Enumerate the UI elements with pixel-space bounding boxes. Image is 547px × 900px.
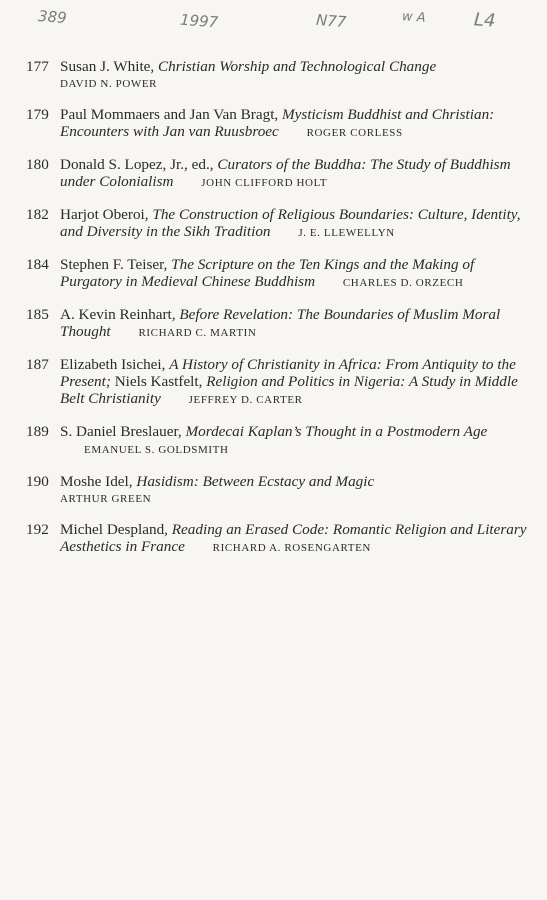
review-entry — [26, 58, 527, 92]
page-number: 177 — [26, 58, 49, 75]
reviewer-name: RICHARD A. ROSENGARTEN — [212, 542, 371, 554]
book-title: Christian Worship and Technological Change — [158, 58, 437, 75]
book-author: Donald S. Lopez, Jr., ed., — [60, 156, 214, 173]
handwritten-annotations — [0, 4, 547, 36]
handwritten-note: w A — [401, 9, 427, 26]
page-number: 190 — [26, 473, 49, 490]
review-entry — [26, 521, 527, 557]
page-number: 180 — [26, 156, 49, 173]
page-number: 185 — [26, 306, 49, 323]
book-title: Reading an Erased Code: Romantic Religion and Literary Aesthetics in France — [60, 521, 527, 555]
book-title: Curators of the Buddha: The Study of Buddhism under Colonialism — [60, 156, 511, 190]
page-number: 179 — [26, 106, 49, 123]
book-author: Paul Mommaers and Jan Van Bragt, — [60, 106, 279, 123]
book-author: Harjot Oberoi, — [60, 206, 149, 223]
reviewer-name: ROGER CORLESS — [306, 127, 403, 139]
book-author: Elizabeth Isichei, — [60, 356, 166, 373]
reviewer-name: EMANUEL S. GOLDSMITH — [84, 444, 229, 456]
reviewer-name: JOHN CLIFFORD HOLT — [201, 177, 328, 189]
handwritten-note: N77 — [315, 10, 347, 32]
page-number: 182 — [26, 206, 49, 223]
reviewer-name: J. E. LLEWELLYN — [298, 227, 395, 239]
book-title: Mordecai Kaplan’s Thought in a Postmodern Age — [185, 423, 488, 440]
review-entry — [26, 356, 527, 409]
book-title: Hasidism: Between Ecstacy and Magic — [136, 473, 375, 490]
review-entry — [26, 306, 527, 342]
book-author: S. Daniel Breslauer, — [60, 423, 182, 440]
book-title: Mysticism Buddhist and Christian: Encounters with Jan van Ruusbroec — [60, 106, 495, 140]
page-number: 192 — [26, 521, 49, 538]
book-author: Stephen F. Teiser, — [60, 256, 168, 273]
handwritten-note: 1997 — [179, 10, 219, 32]
review-entry — [26, 473, 527, 507]
review-entry — [26, 423, 527, 459]
book-author: Susan J. White, — [60, 58, 155, 75]
book-title: Before Revelation: The Boundaries of Muslim Moral Thought — [60, 306, 501, 340]
book-author: Moshe Idel, — [60, 473, 133, 490]
reviewer-name: RICHARD C. MARTIN — [138, 327, 257, 339]
review-list — [26, 58, 527, 571]
review-entry — [26, 106, 527, 142]
handwritten-note: 389 — [37, 7, 68, 27]
second-book-title: Religion and Politics in Nigeria: A Study in Middle Belt Christianity — [60, 373, 518, 407]
book-title: The Scripture on the Ten Kings and the Making of Purgatory in Medieval Chinese Buddhism — [60, 256, 475, 290]
handwritten-note: L4 — [473, 9, 497, 32]
reviewer-name: DAVID N. POWER — [60, 78, 158, 90]
reviewer-name: JEFFREY D. CARTER — [188, 394, 303, 406]
review-entry — [26, 206, 527, 242]
reviewer-name: ARTHUR GREEN — [60, 493, 152, 505]
review-entry — [26, 256, 527, 292]
reviewer-name: CHARLES D. ORZECH — [342, 277, 464, 289]
page-number: 184 — [26, 256, 49, 273]
page-number: 189 — [26, 423, 49, 440]
book-title: A History of Christianity in Africa: From Antiquity to the Present; — [60, 356, 516, 390]
book-title: The Construction of Religious Boundaries: Culture, Identity, and Diversity in the Sikh Tradition — [60, 206, 521, 240]
review-entry — [26, 156, 527, 192]
book-author: A. Kevin Reinhart, — [60, 306, 176, 323]
book-author: Michel Despland, — [60, 521, 168, 538]
page-number: 187 — [26, 356, 49, 373]
second-book-author: Niels Kastfelt, — [114, 373, 203, 390]
